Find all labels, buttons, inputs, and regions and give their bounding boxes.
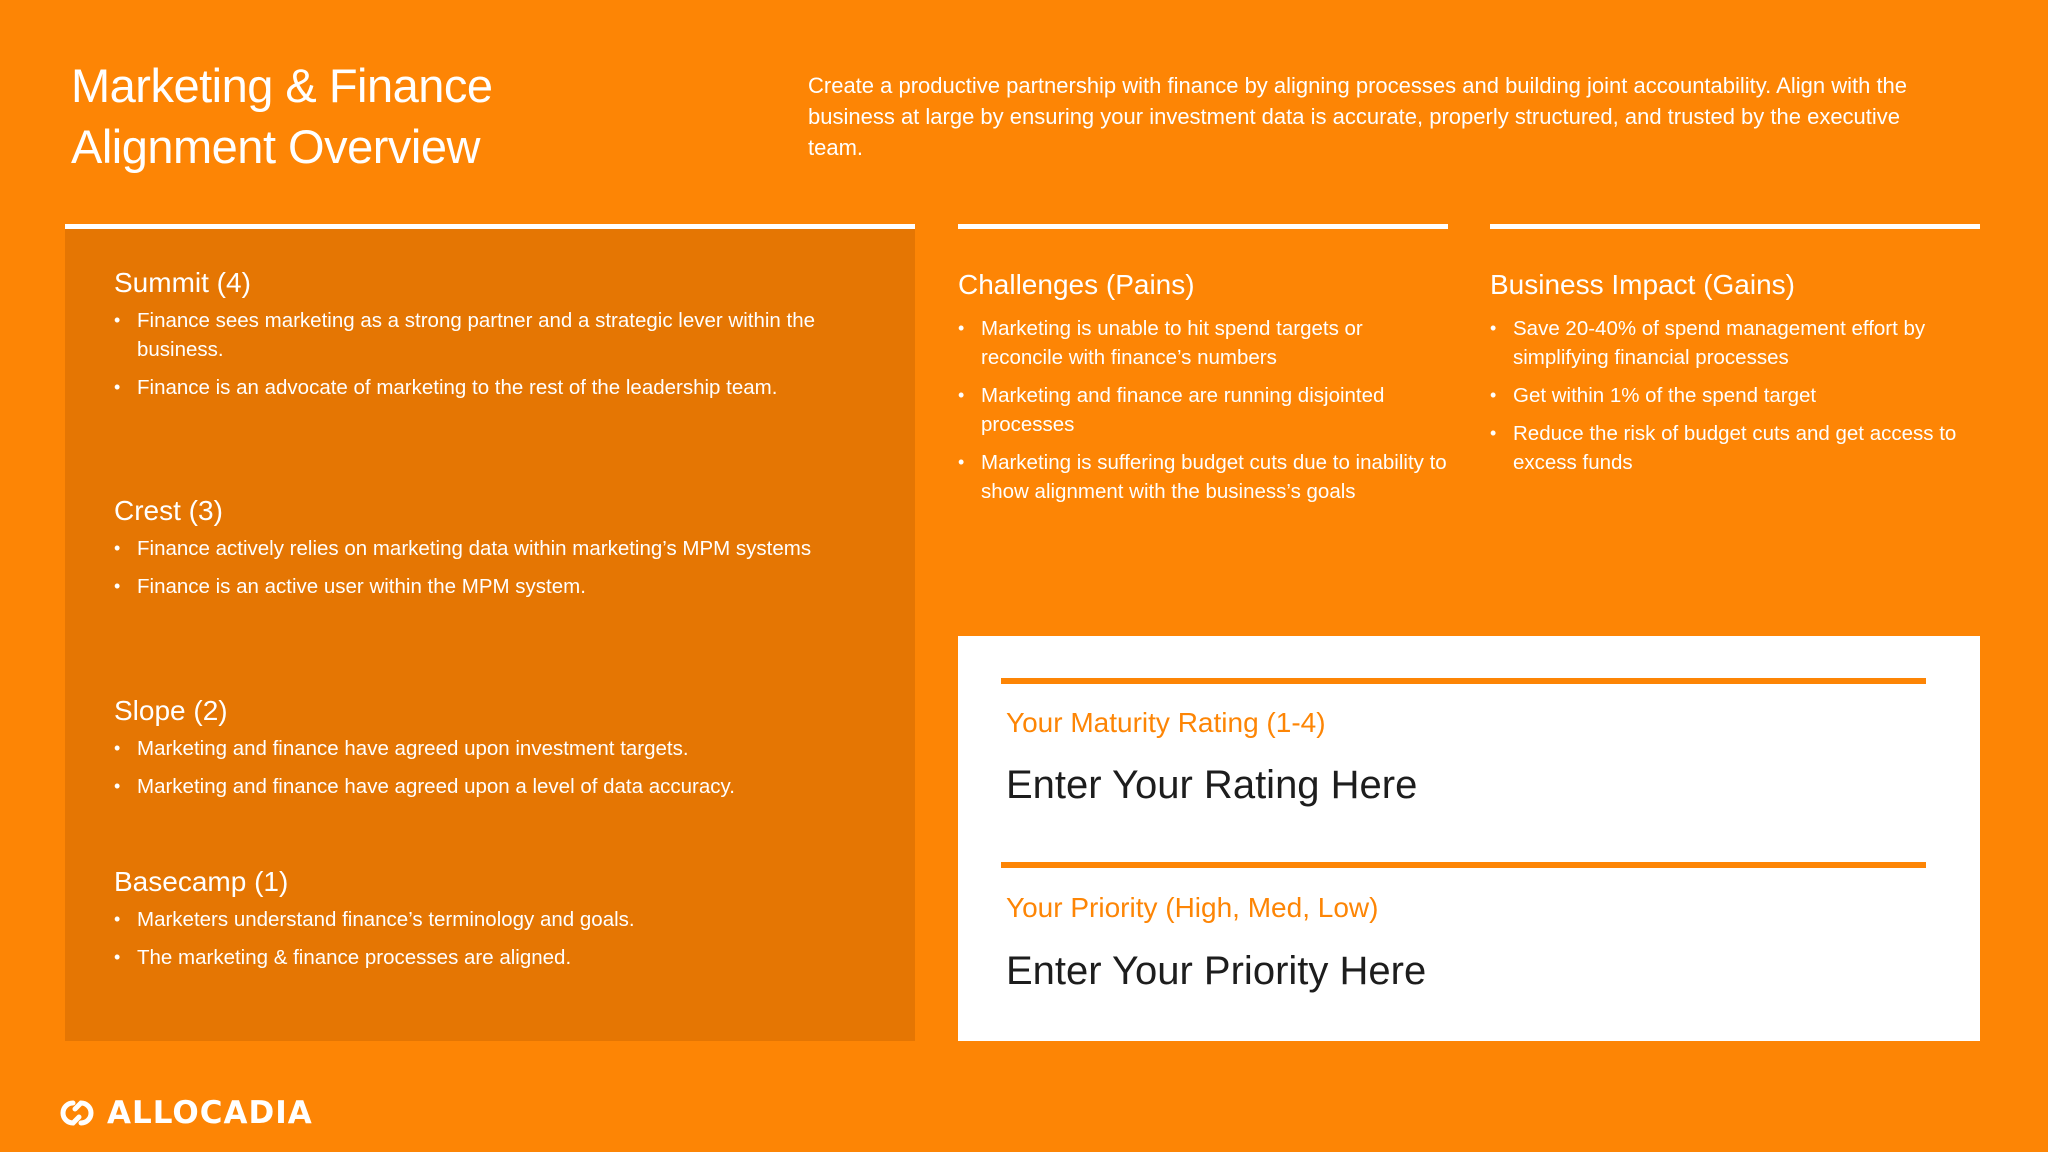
- list-item: • Reduce the risk of budget cuts and get access to excess funds: [1490, 419, 1970, 477]
- list-item: • Finance actively relies on marketing data within marketing’s MPM systems: [114, 534, 884, 563]
- level-summit: [114, 266, 884, 411]
- list-item: • Get within 1% of the spend target: [1490, 381, 1970, 410]
- level-bullet-list: [114, 534, 884, 601]
- levels-top-rule: [65, 224, 915, 229]
- list-item: • Marketing and finance have agreed upon investment targets.: [114, 734, 884, 763]
- list-item: • Finance is an active user within the MPM system.: [114, 572, 884, 601]
- level-title: Slope (2): [114, 695, 228, 726]
- challenges-top-rule: [958, 224, 1448, 229]
- logo-text: ALLOCADIA: [107, 1095, 313, 1131]
- list-item: • Save 20-40% of spend management effort by simplifying financial processes: [1490, 314, 1970, 372]
- impact-top-rule: [1490, 224, 1980, 229]
- level-slope: [114, 694, 884, 810]
- maturity-levels-panel: [65, 224, 915, 1041]
- title-line-1: Marketing & Finance: [71, 59, 493, 112]
- list-item: • Marketing is suffering budget cuts due to inability to show alignment with the business’s goals: [958, 448, 1448, 506]
- list-item: • Marketing is unable to hit spend targets or reconcile with finance’s numbers: [958, 314, 1448, 372]
- list-item: • Marketers understand finance’s terminology and goals.: [114, 905, 884, 934]
- title-line-2: Alignment Overview: [71, 120, 480, 173]
- impact-list: [1490, 314, 1970, 477]
- allocadia-logo: [57, 1095, 313, 1131]
- level-title: Summit (4): [114, 267, 251, 298]
- allocadia-logo-icon: [57, 1097, 97, 1129]
- list-item: • Finance is an advocate of marketing to the rest of the leadership team.: [114, 373, 884, 402]
- level-bullet-list: [114, 734, 884, 801]
- challenges-column: [958, 268, 1448, 515]
- priority-label: Your Priority (High, Med, Low): [1006, 892, 1379, 923]
- level-title: Crest (3): [114, 495, 223, 526]
- challenges-list: [958, 314, 1448, 506]
- priority-rule: [1001, 862, 1926, 868]
- page-title: [71, 55, 631, 177]
- level-title: Basecamp (1): [114, 866, 289, 897]
- maturity-rating-label: Your Maturity Rating (1-4): [1006, 707, 1326, 738]
- level-basecamp: [114, 865, 884, 981]
- challenges-title: Challenges (Pains): [958, 269, 1195, 300]
- level-crest: [114, 494, 884, 610]
- intro-text: Create a productive partnership with finance by aligning processes and building joint accountability. Align with the business at large by ensuring your investment data is accurate, properly structured, and trusted by the executive team.: [808, 73, 1908, 160]
- maturity-rule: [1001, 678, 1926, 684]
- priority-field[interactable]: [1006, 946, 1906, 996]
- list-item: • Finance sees marketing as a strong partner and a strategic lever within the business.: [114, 306, 884, 364]
- level-bullet-list: [114, 905, 884, 972]
- list-item: • Marketing and finance are running disjointed processes: [958, 381, 1448, 439]
- rating-card: [958, 636, 1980, 1041]
- list-item: • The marketing & finance processes are aligned.: [114, 943, 884, 972]
- impact-title: Business Impact (Gains): [1490, 269, 1795, 300]
- level-bullet-list: [114, 306, 884, 402]
- maturity-rating-field[interactable]: [1006, 760, 1906, 810]
- impact-column: [1490, 268, 1970, 486]
- list-item: • Marketing and finance have agreed upon a level of data accuracy.: [114, 772, 884, 801]
